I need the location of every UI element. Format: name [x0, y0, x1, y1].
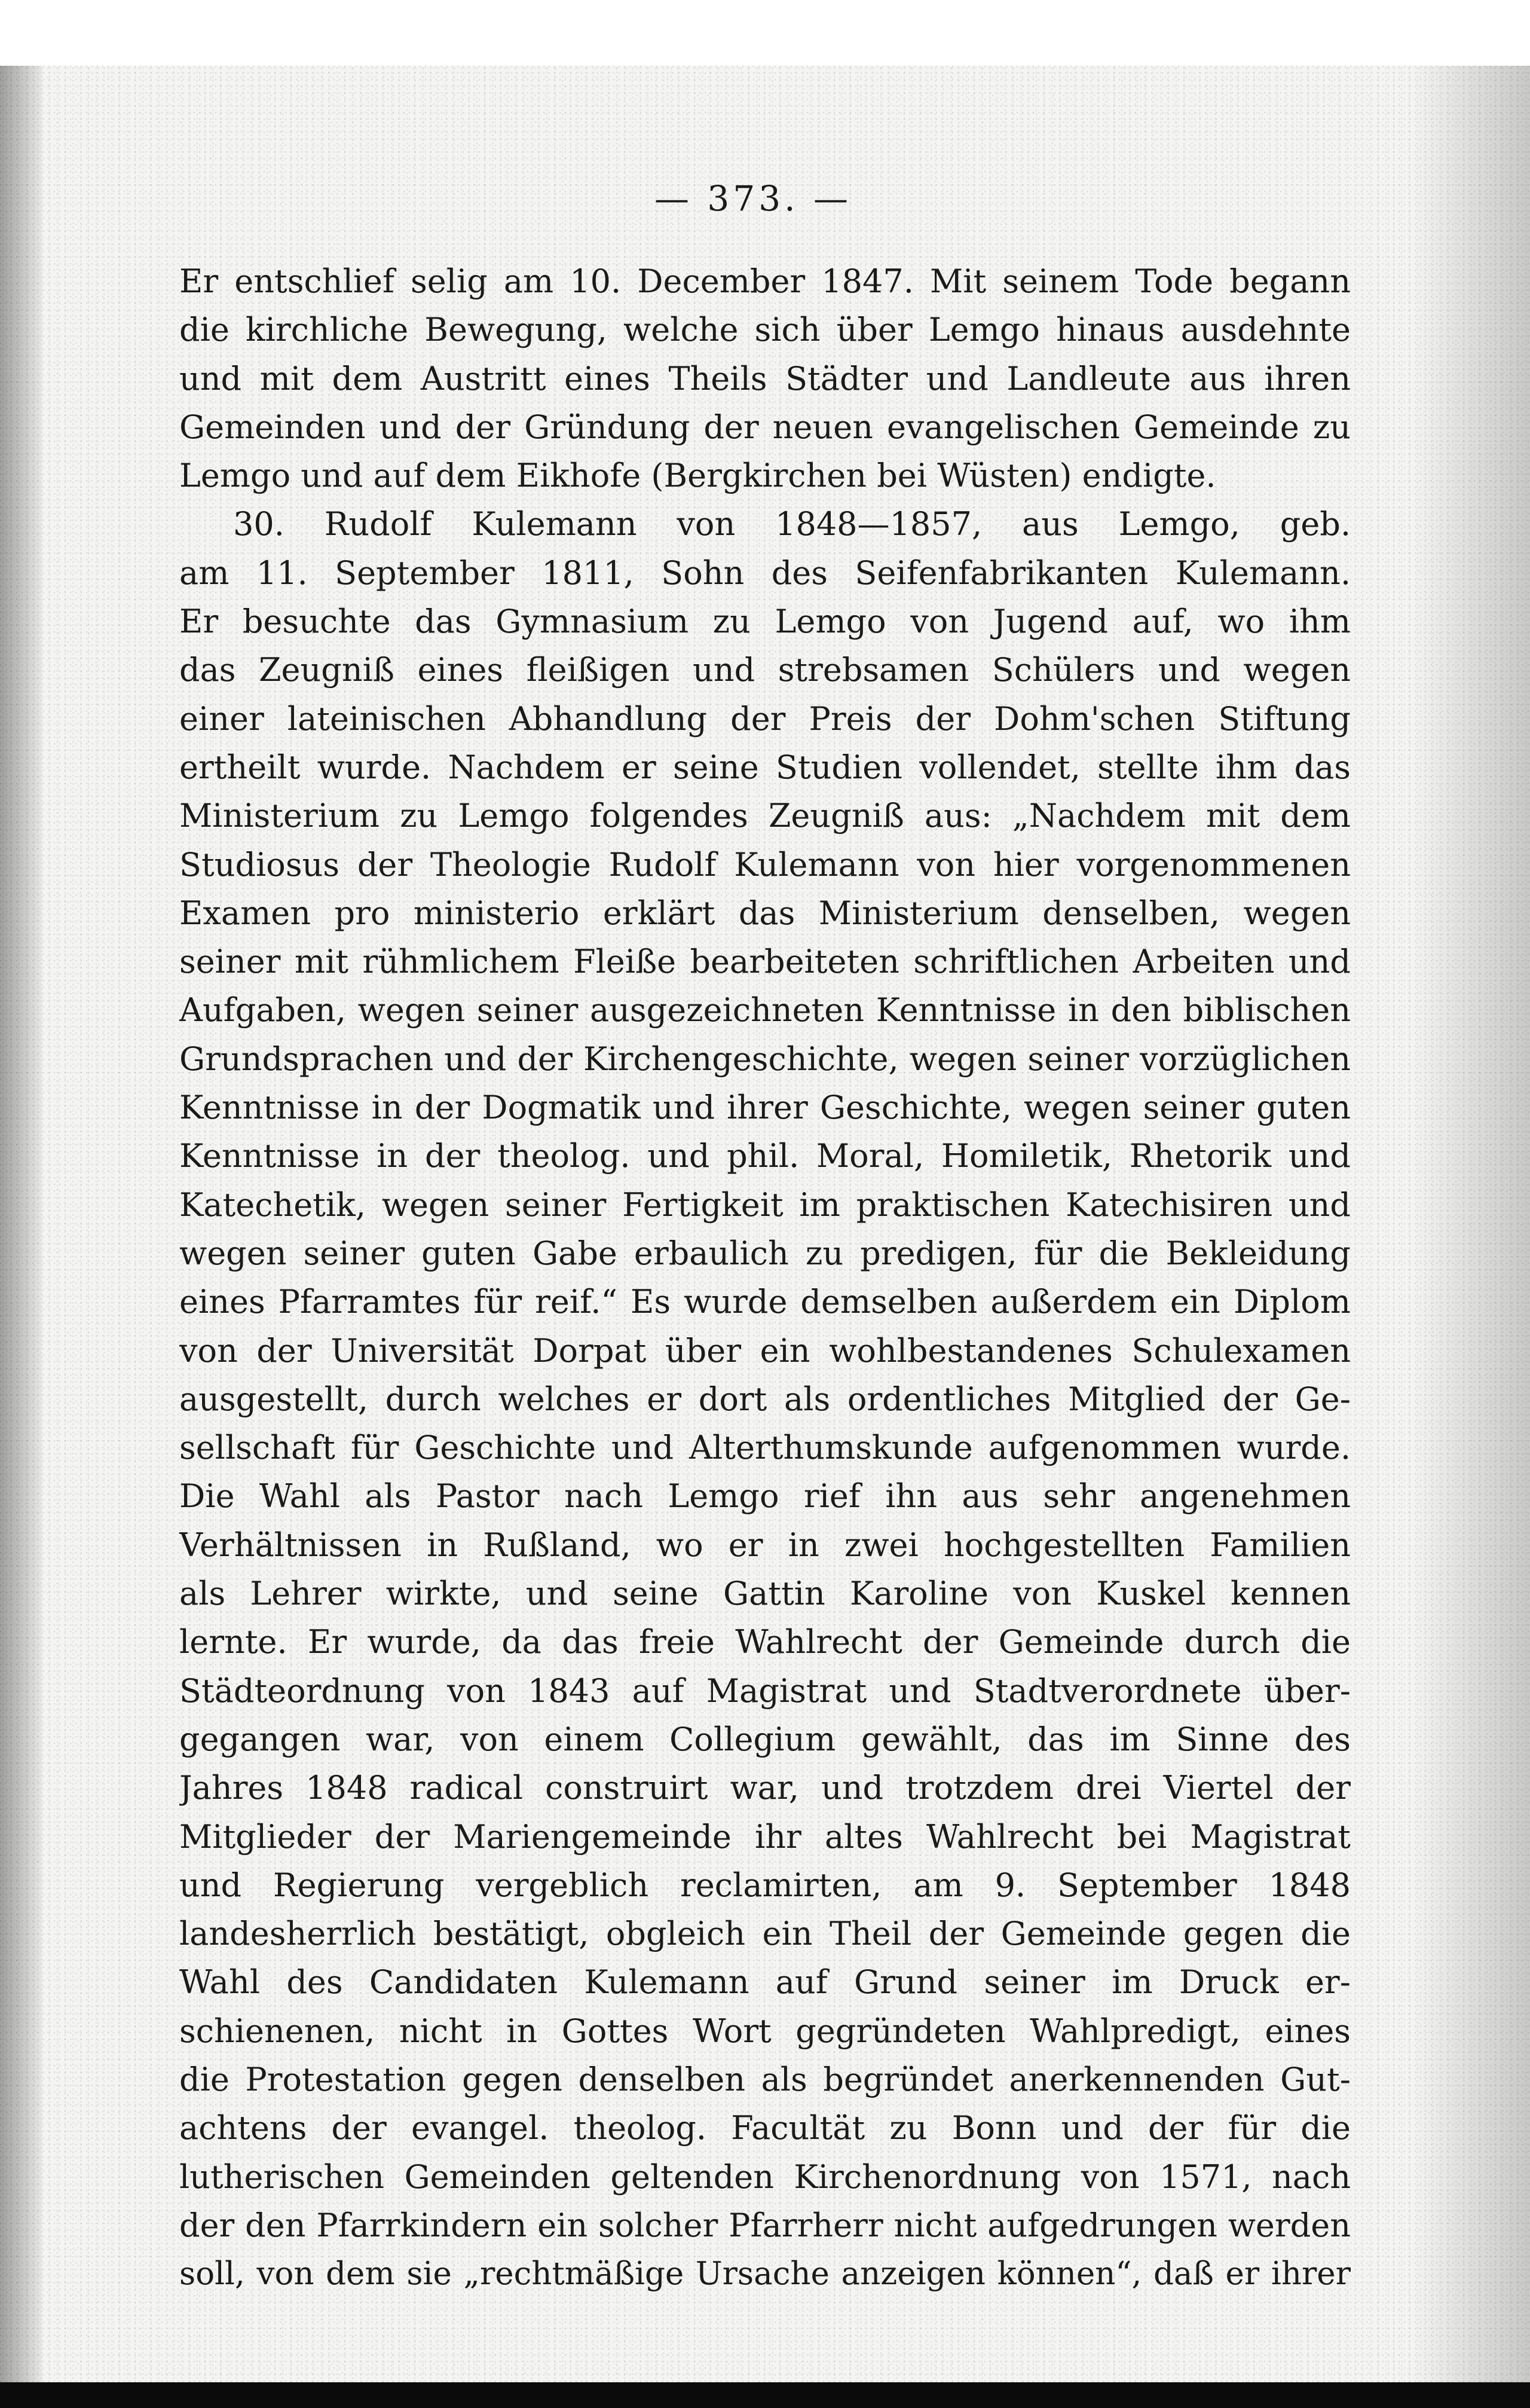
text-line: lutherischen Gemeinden geltenden Kirchenordnung von 1571, nach	[179, 2158, 1351, 2196]
bottom-scan-border	[0, 2382, 1530, 2408]
text-line: Examen pro ministerio erklärt das Ministerium denselben, wegen	[179, 894, 1351, 932]
text-line: lernte. Er wurde, da das freie Wahlrecht der Gemeinde durch die	[179, 1623, 1351, 1661]
text-line: von der Universität Dorpat über ein wohlbestandenes Schulexamen	[179, 1331, 1351, 1370]
text-line: Grundsprachen und der Kirchengeschichte, wegen seiner vorzüglichen	[179, 1040, 1351, 1078]
page-number: — 373. —	[654, 178, 852, 219]
text-line: sellschaft für Geschichte und Alterthumskunde aufgenommen wurde.	[179, 1429, 1351, 1467]
text-line: Ministerium zu Lemgo folgendes Zeugniß aus: „Nachdem mit dem	[179, 797, 1351, 835]
text-line: soll, von dem sie „rechtmäßige Ursache anzeigen können“, daß er ihrer	[179, 2256, 1351, 2293]
text-line: Er besuchte das Gymnasium zu Lemgo von Jugend auf, wo ihm	[179, 603, 1351, 641]
text-line: das Zeugniß eines fleißigen und strebsamen Schülers und wegen	[179, 651, 1351, 689]
text-line: Katechetik, wegen seiner Fertigkeit im praktischen Katechisiren und	[179, 1185, 1351, 1224]
text-line: Lemgo und auf dem Eikhofe (Bergkirchen bei Wüsten) endigte.	[179, 457, 1216, 495]
text-line: Studiosus der Theologie Rudolf Kulemann von hier vorgenommenen	[179, 845, 1351, 884]
text-line: Städteordnung von 1843 auf Magistrat und Stadtverordnete über-	[179, 1671, 1351, 1710]
text-line: die kirchliche Bewegung, welche sich über Lemgo hinaus ausdehnte	[179, 311, 1351, 349]
text-line: die Protestation gegen denselben als begründet anerkennenden Gut-	[179, 2060, 1351, 2098]
text-line: achtens der evangel. theolog. Facultät zu Bonn und der für die	[179, 2109, 1351, 2147]
body-text	[179, 257, 1351, 2298]
text-line: wegen seiner guten Gabe erbaulich zu predigen, für die Bekleidung	[179, 1234, 1351, 1272]
text-line: und mit dem Austritt eines Theils Städter und Landleute aus ihren	[179, 359, 1351, 398]
text-line: Jahres 1848 radical construirt war, und trotzdem drei Viertel der	[179, 1769, 1351, 1807]
text-line: Kenntnisse in der theolog. und phil. Moral, Homiletik, Rhetorik und	[179, 1137, 1351, 1175]
text-line: Mitglieder der Mariengemeinde ihr altes Wahlrecht bei Magistrat	[179, 1817, 1351, 1856]
text-line: am 11. September 1811, Sohn des Seifenfabrikanten Kulemann.	[179, 554, 1351, 592]
text-line: als Lehrer wirkte, und seine Gattin Karoline von Kuskel kennen	[179, 1575, 1351, 1613]
text-line: einer lateinischen Abhandlung der Preis der Dohm'schen Stiftung	[179, 699, 1351, 738]
text-line: schienenen, nicht in Gottes Wort gegründeten Wahlpredigt, eines	[179, 2012, 1351, 2050]
section-heading-line: 30. Rudolf Kulemann von 1848—1857, aus Lemgo, geb.	[233, 505, 1351, 543]
text-line: Er entschlief selig am 10. December 1847. Mit seinem Tode begann	[179, 262, 1351, 300]
text-line: der den Pfarrkindern ein solcher Pfarrherr nicht aufgedrungen werden	[179, 2206, 1351, 2244]
text-line: eines Pfarramtes für reif.“ Es wurde demselben außerdem ein Diplom	[179, 1283, 1351, 1321]
text-line: Verhältnissen in Rußland, wo er in zwei hochgestellten Familien	[179, 1526, 1351, 1564]
text-line: ausgestellt, durch welches er dort als ordentliches Mitglied der Ge-	[179, 1380, 1351, 1418]
text-line: Aufgaben, wegen seiner ausgezeichneten Kenntnisse in den biblischen	[179, 991, 1351, 1029]
text-line: Gemeinden und der Gründung der neuen evangelischen Gemeinde zu	[179, 408, 1351, 446]
text-line: seiner mit rühmlichem Fleiße bearbeiteten schriftlichen Arbeiten und	[179, 943, 1351, 981]
text-line: ertheilt wurde. Nachdem er seine Studien vollendet, stellte ihm das	[179, 748, 1351, 786]
text-line: Kenntnisse in der Dogmatik und ihrer Geschichte, wegen seiner guten	[179, 1089, 1351, 1127]
text-line: Die Wahl als Pastor nach Lemgo rief ihn aus sehr angenehmen	[179, 1477, 1351, 1515]
text-line: landesherrlich bestätigt, obgleich ein Theil der Gemeinde gegen die	[179, 1915, 1351, 1953]
text-line: und Regierung vergeblich reclamirten, am 9. September 1848	[179, 1866, 1351, 1904]
text-line: gegangen war, von einem Collegium gewählt, das im Sinne des	[179, 1720, 1351, 1758]
text-line: Wahl des Candidaten Kulemann auf Grund seiner im Druck er-	[179, 1963, 1351, 2001]
